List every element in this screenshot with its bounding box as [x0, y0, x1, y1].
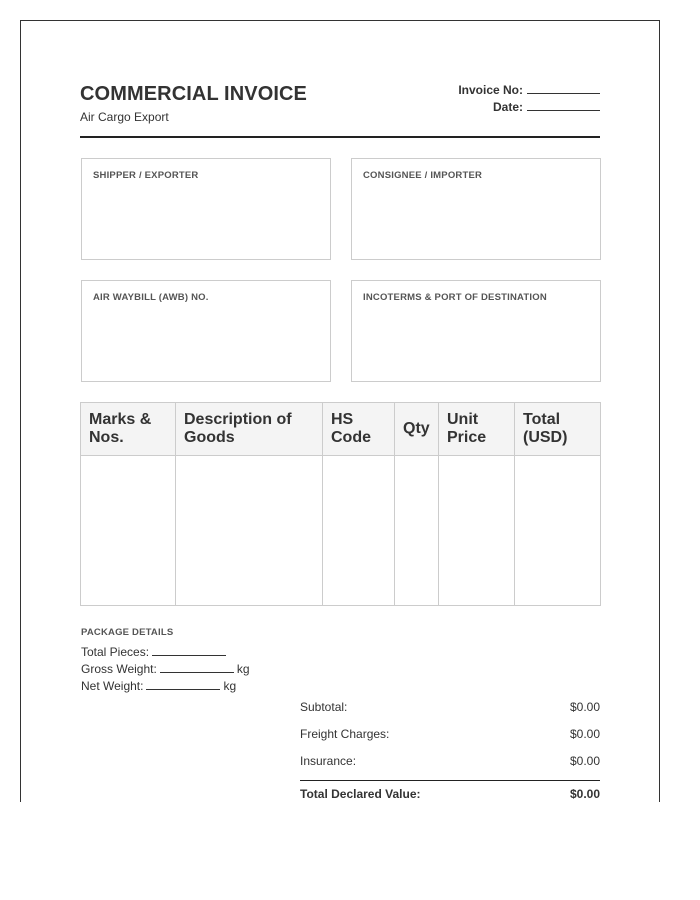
net-weight-unit: kg [223, 679, 237, 693]
net-weight-row [81, 679, 236, 693]
marks-cell[interactable] [81, 456, 176, 606]
incoterms-box[interactable] [351, 280, 601, 382]
awb-box[interactable] [81, 280, 331, 382]
date-label: Date: [492, 100, 523, 114]
total-pieces-field[interactable] [152, 645, 226, 656]
total-declared-label: Total Declared Value: [300, 787, 421, 801]
insurance-row [300, 754, 600, 770]
total-declared-value: $0.00 [569, 787, 600, 801]
column-header-total: Total (USD) [515, 403, 601, 456]
subtotal-label: Subtotal: [300, 700, 348, 714]
date-row [458, 99, 600, 116]
column-header-description: Description of Goods [176, 403, 323, 456]
column-header-hs-code: HS Code [323, 403, 395, 456]
consignee-box[interactable] [351, 158, 601, 260]
gross-weight-row [81, 662, 250, 676]
insurance-label: Insurance: [300, 754, 357, 768]
invoice-no-row [458, 82, 600, 99]
gross-weight-unit: kg [236, 662, 250, 676]
date-field[interactable] [527, 100, 600, 111]
totals-divider [300, 780, 600, 781]
unit-price-cell[interactable] [439, 456, 515, 606]
column-header-qty: Qty [395, 403, 439, 456]
shipper-label: SHIPPER / EXPORTER [93, 170, 199, 181]
package-details-title: PACKAGE DETAILS [81, 627, 174, 638]
consignee-label: CONSIGNEE / IMPORTER [363, 170, 483, 181]
items-header-row [81, 403, 601, 456]
invoice-meta [458, 82, 600, 116]
gross-weight-field[interactable] [160, 662, 234, 673]
incoterms-label: INCOTERMS & PORT OF DESTINATION [363, 292, 547, 303]
qty-cell[interactable] [395, 456, 439, 606]
shipper-box[interactable] [81, 158, 331, 260]
net-weight-field[interactable] [146, 679, 220, 690]
awb-label: AIR WAYBILL (AWB) NO. [93, 292, 209, 303]
total-cell[interactable] [515, 456, 601, 606]
column-header-unit-price: Unit Price [439, 403, 515, 456]
invoice-header [80, 80, 600, 138]
freight-label: Freight Charges: [300, 727, 390, 741]
column-header-marks: Marks & Nos. [81, 403, 176, 456]
items-table [80, 402, 601, 606]
total-declared-row [300, 787, 600, 803]
freight-value: $0.00 [569, 727, 600, 741]
description-cell[interactable] [176, 456, 323, 606]
table-row [81, 456, 601, 606]
total-pieces-row [81, 645, 229, 659]
document-title: COMMERCIAL INVOICE [80, 83, 307, 105]
gross-weight-label: Gross Weight: [81, 662, 157, 676]
net-weight-label: Net Weight: [81, 679, 144, 693]
invoice-no-field[interactable] [527, 83, 600, 94]
subtotal-value: $0.00 [569, 700, 600, 714]
total-pieces-label: Total Pieces: [81, 645, 150, 659]
hs-code-cell[interactable] [323, 456, 395, 606]
invoice-no-label: Invoice No: [458, 83, 523, 97]
freight-row [300, 727, 600, 743]
subtotal-row [300, 700, 600, 716]
insurance-value: $0.00 [569, 754, 600, 768]
document-subtitle: Air Cargo Export [80, 110, 169, 124]
